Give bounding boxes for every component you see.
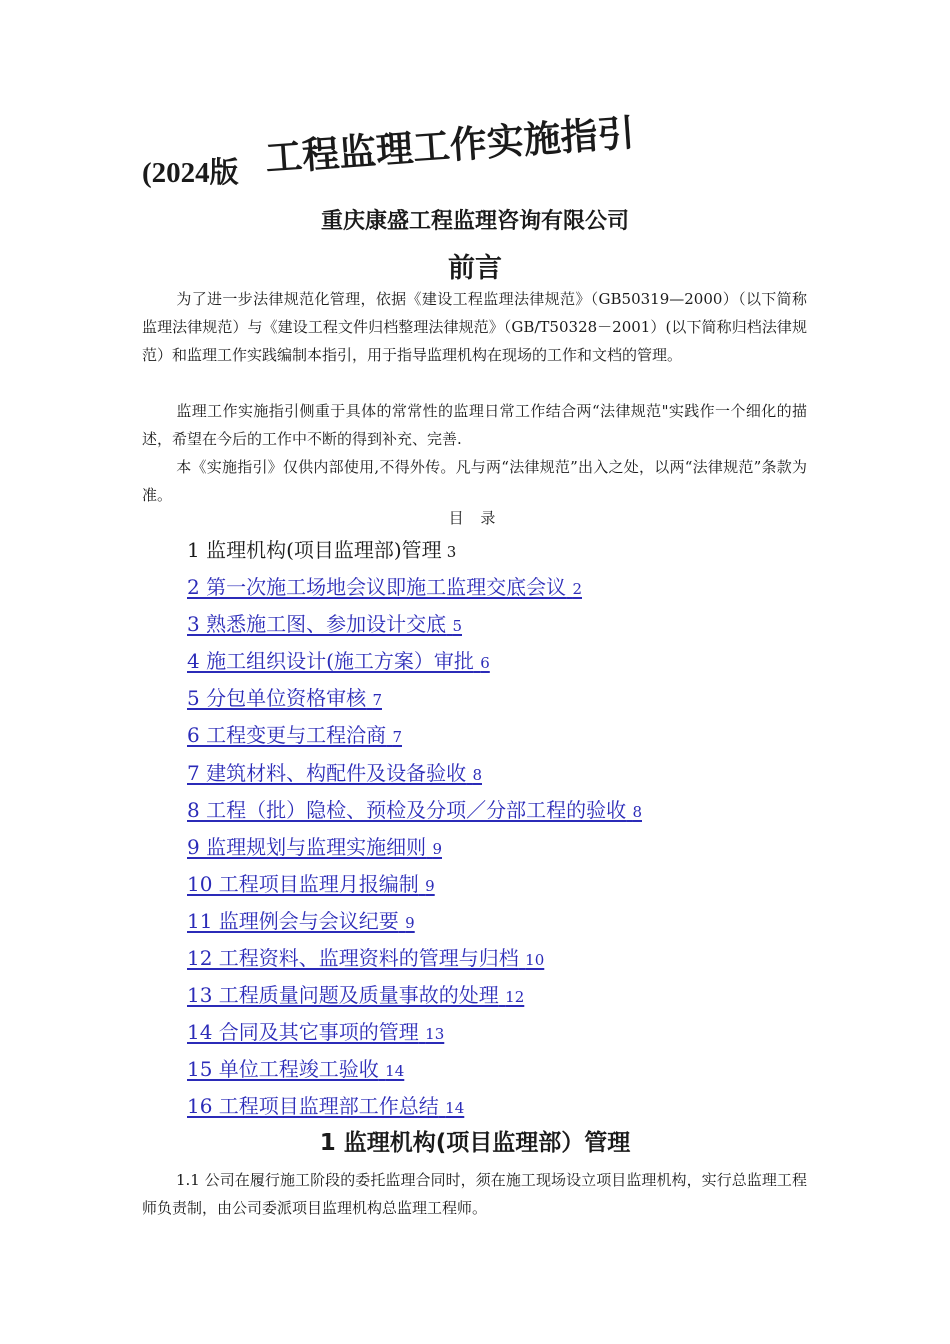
toc-item[interactable] (187, 1088, 787, 1125)
toc-page-number: 9 (405, 913, 415, 932)
toc-page-number: 8 (632, 802, 642, 821)
toc-item[interactable] (187, 977, 787, 1014)
toc-item[interactable] (187, 940, 787, 977)
toc-item[interactable] (187, 717, 787, 754)
toc-link[interactable]: 2 第一次施工场地会议即施工监理交底会议 2 (187, 575, 582, 600)
toc-page-number: 8 (472, 765, 482, 784)
toc-item (187, 532, 787, 569)
toc-page-number: 6 (480, 654, 490, 673)
toc-item[interactable] (187, 1051, 787, 1088)
toc-item[interactable] (187, 829, 787, 866)
document-title (142, 111, 762, 202)
toc-heading: 目 录 (448, 509, 502, 527)
toc-link[interactable]: 4 施工组织设计(施工方案）审批 6 (187, 649, 490, 674)
toc-link[interactable]: 16 工程项目监理部工作总结 14 (187, 1094, 465, 1119)
company-name: 重庆康盛工程监理咨询有限公司 (320, 209, 629, 234)
preface-paragraph-1: 为了进一步法律规范化管理，依据《建设工程监理法律规范》（GB50319—2000）（以下简称监理法律规范）与《建设工程文件归档整理法律规范》（GB/T50328－2001）(以下简称归档法律规范）和监理工作实践编制本指引，用于指导监理机构在现场的工作和文档的管理。 (142, 290, 807, 364)
toc-link[interactable]: 12 工程资料、监理资料的管理与归档 10 (187, 946, 545, 971)
section-paragraph: 1.1 公司在履行施工阶段的委托监理合同时，须在施工现场设立项目监理机构，实行总监理工程师负责制，由公司委派项目监理机构总监理工程师。 (142, 1171, 807, 1217)
toc-page-number: 12 (505, 988, 525, 1007)
toc-page-number: 2 (572, 580, 582, 599)
toc-link[interactable]: 8 工程（批）隐检、预检及分项／分部工程的验收 8 (187, 797, 642, 822)
toc-page-number: 7 (392, 728, 402, 747)
toc-page-number: 9 (425, 876, 435, 895)
toc-item[interactable] (187, 755, 787, 792)
toc-link[interactable]: 7 建筑材料、构配件及设备验收 8 (187, 760, 482, 785)
toc-page-number: 7 (372, 691, 382, 710)
section-heading: 1 监理机构(项目监理部）管理 (319, 1130, 631, 1156)
toc-page-number: 9 (432, 839, 442, 858)
toc-page-number: 14 (385, 1062, 405, 1081)
toc-link[interactable]: 10 工程项目监理月报编制 9 (187, 871, 435, 896)
toc-item[interactable] (187, 903, 787, 940)
title-main: 工程监理工作实施指引 (263, 111, 636, 181)
toc-item[interactable] (187, 569, 787, 606)
toc-page-number: 3 (446, 543, 457, 561)
toc-page-number: 5 (452, 617, 462, 636)
toc-entry-text: 1 监理机构(项目监理部)管理 (187, 538, 442, 562)
toc-link[interactable]: 11 监理例会与会议纪要 9 (187, 908, 415, 933)
title-year: (2024版 (142, 157, 239, 189)
table-of-contents (187, 532, 787, 1126)
toc-link[interactable]: 14 合同及其它事项的管理 13 (187, 1020, 445, 1045)
toc-link[interactable]: 9 监理规划与监理实施细则 9 (187, 834, 442, 859)
toc-item[interactable] (187, 792, 787, 829)
toc-page-number: 13 (425, 1025, 445, 1044)
toc-item[interactable] (187, 606, 787, 643)
toc-item[interactable] (187, 680, 787, 717)
toc-item[interactable] (187, 1014, 787, 1051)
preface-paragraph-3: 本《实施指引》仅供内部使用,不得外传。凡与两“法律规范”出入之处，以两“法律规范”条款为准。 (142, 458, 807, 504)
toc-link[interactable]: 13 工程质量问题及质量事故的处理 12 (187, 983, 525, 1008)
toc-link[interactable]: 15 单位工程竣工验收 14 (187, 1057, 405, 1082)
toc-link[interactable]: 3 熟悉施工图、参加设计交底 5 (187, 612, 462, 637)
toc-page-number: 14 (445, 1099, 465, 1118)
toc-link[interactable]: 5 分包单位资格审核 7 (187, 686, 382, 711)
preface-paragraph-2: 监理工作实施指引侧重于具体的常常性的监理日常工作结合两“法律规范"实践作一个细化的描述，希望在今后的工作中不断的得到补充、完善. (142, 402, 807, 448)
toc-page-number: 10 (525, 951, 545, 970)
toc-item[interactable] (187, 643, 787, 680)
toc-link[interactable]: 6 工程变更与工程洽商 7 (187, 723, 402, 748)
toc-item[interactable] (187, 866, 787, 903)
preface-heading: 前言 (448, 253, 502, 284)
